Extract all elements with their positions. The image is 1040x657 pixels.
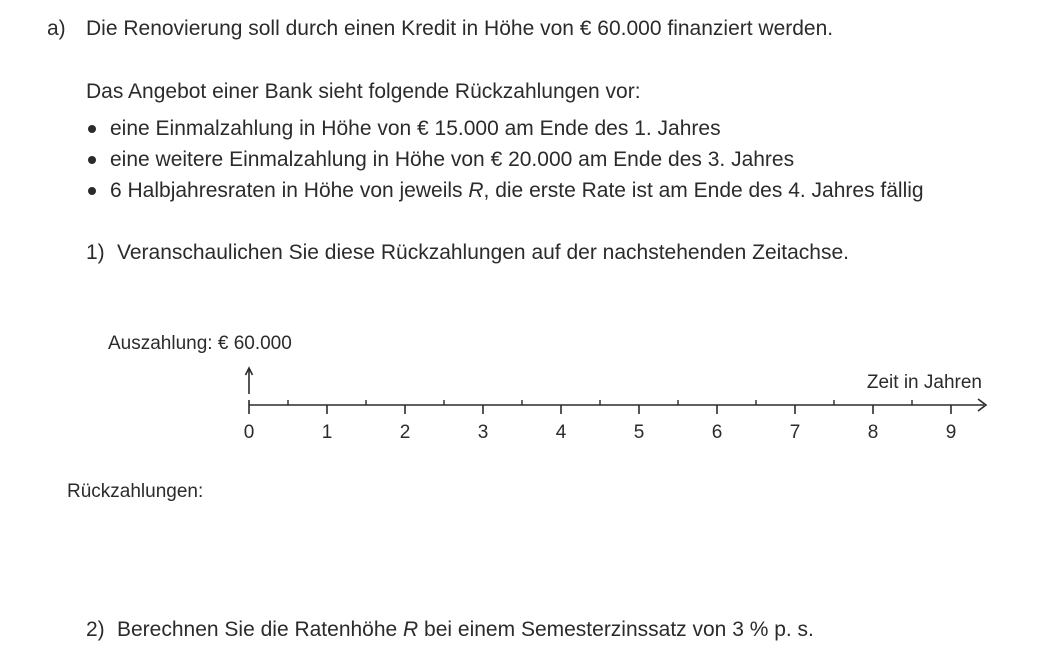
repayments-label: Rückzahlungen: [67,481,204,502]
task2-after: bei einem Semesterzinssatz von 3 % p. s. [418,618,814,641]
tick-label: 8 [867,422,879,443]
task2-before: Berechnen Sie die Ratenhöhe [117,618,404,641]
list-item: eine weitere Einmalzahlung in Höhe von € 20.000 am Ende des 3. Jahres [110,148,795,171]
axis-label: Zeit in Jahren [866,372,982,393]
part-label: a) [47,17,66,40]
task1-text: Veranschaulichen Sie diese Rückzahlungen auf der nachstehenden Zeitachse. [117,241,849,264]
list-item: eine Einmalzahlung in Höhe von € 15.000 am Ende des 1. Jahres [110,117,721,140]
tick-label: 2 [399,422,411,443]
time-axis [249,399,986,411]
bullet-icon [88,156,96,164]
variable-r: R [403,618,419,641]
payout-label: Auszahlung: € 60.000 [108,333,292,354]
bullet-icon [88,125,96,133]
tick-label: 3 [477,422,489,443]
payout-arrow-icon [246,368,253,394]
intro-text: Die Renovierung soll durch einen Kredit in Höhe von € 60.000 finanziert werden. [86,17,834,40]
tick-label: 4 [555,422,567,443]
task1-number: 1) [86,241,105,264]
list-item [110,178,924,204]
tick-label: 6 [711,422,723,443]
bullet3-after: , die erste Rate ist am Ende des 4. Jahres fällig [483,179,924,202]
tick-label: 7 [789,422,801,443]
tick-label: 0 [243,422,255,443]
variable-r: R [468,179,484,202]
task2-text [117,617,814,643]
bullet-icon [88,187,96,195]
axis-ticks [244,400,957,443]
tick-label: 5 [633,422,645,443]
tick-label: 1 [321,422,333,443]
tick-label: 9 [945,422,957,443]
task2-number: 2) [86,618,105,641]
offer-heading: Das Angebot einer Bank sieht folgende Rückzahlungen vor: [86,80,641,103]
bullet3-before: 6 Halbjahresraten in Höhe von jeweils [110,179,469,202]
